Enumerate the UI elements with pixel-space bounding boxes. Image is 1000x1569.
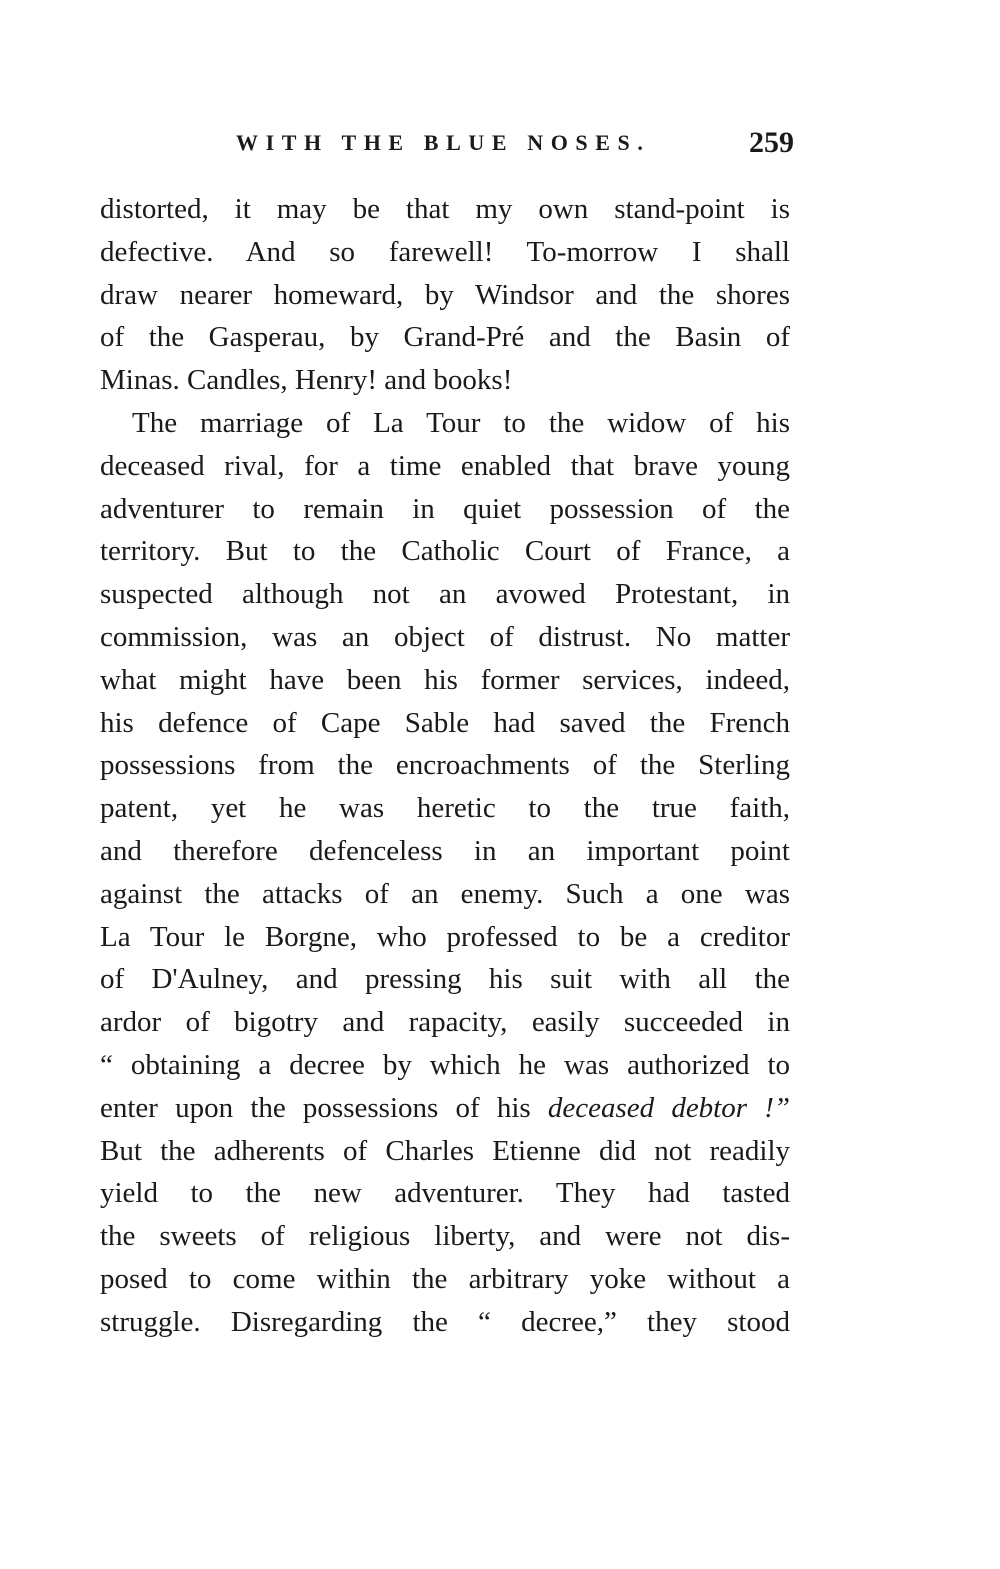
text-line: against the attacks of an enemy. Such a one was (100, 877, 790, 910)
text-line: patent, yet he was heretic to the true faith, (100, 792, 790, 825)
text-line: Minas. Candles, Henry! and books! (100, 364, 513, 397)
page-header (236, 126, 796, 166)
text-line: distorted, it may be that my own stand-point is (100, 193, 790, 225)
text-line: of the Gasperau, by Grand-Pré and the Basin of (100, 321, 790, 354)
text-line: of D'Aulney, and pressing his suit with all the (100, 963, 790, 996)
italic-phrase: deceased debtor !” (547, 1091, 790, 1124)
text-line: possessions from the encroachments of the Sterling (100, 749, 790, 782)
text-line-start: enter upon the possessions of his (100, 1091, 531, 1124)
text-line: adventurer to remain in quiet possession of the (100, 492, 790, 525)
running-title: WITH THE BLUE NOSES. (236, 130, 651, 155)
text-line: his defence of Cape Sable had saved the French (100, 706, 790, 739)
paragraph (100, 188, 790, 402)
text-line: struggle. Disregarding the “ decree,” they stood (100, 1305, 790, 1338)
text-line-with-italic (100, 1087, 790, 1130)
text-line: La Tour le Borgne, who professed to be a creditor (100, 920, 790, 953)
text-line: “ obtaining a decree by which he was authorized to (100, 1048, 790, 1081)
text-line: and therefore defenceless in an important point (100, 834, 790, 867)
text-line: deceased rival, for a time enabled that brave young (100, 449, 790, 482)
text-line: defective. And so farewell! To-morrow I shall (100, 235, 790, 268)
text-line: what might have been his former services, indeed, (100, 663, 790, 696)
body-text (100, 188, 790, 1344)
text-line: commission, was an object of distrust. No matter (100, 620, 790, 653)
text-line: the sweets of religious liberty, and were not dis- (100, 1220, 790, 1253)
text-line: But the adherents of Charles Etienne did not readily (100, 1134, 790, 1167)
text-line: suspected although not an avowed Protestant, in (100, 578, 790, 611)
text-line: posed to come within the arbitrary yoke without a (100, 1262, 790, 1295)
page-number: 259 (749, 126, 794, 159)
text-line: draw nearer homeward, by Windsor and the shores (100, 278, 790, 311)
text-line: ardor of bigotry and rapacity, easily succeeded in (100, 1006, 790, 1039)
text-line: territory. But to the Catholic Court of France, a (100, 535, 790, 568)
text-line: yield to the new adventurer. They had tasted (100, 1177, 790, 1210)
paragraph (100, 402, 790, 1344)
text-line: The marriage of La Tour to the widow of his (132, 406, 790, 439)
